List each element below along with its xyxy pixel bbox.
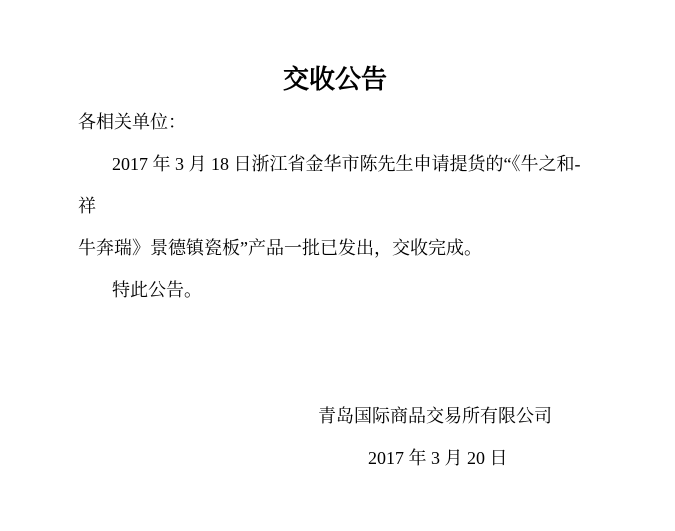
body-paragraph-line-2: 牛奔瑞》景德镇瓷板”产品一批已发出，交收完成。 (78, 238, 482, 258)
closing-statement: 特此公告。 (112, 280, 202, 300)
signature-company-name: 青岛国际商品交易所有限公司 (318, 406, 552, 426)
salutation: 各相关单位： (78, 112, 186, 132)
signature-date: 2017 年 3 月 20 日 (368, 448, 508, 468)
notice-title: 交收公告 (282, 65, 387, 94)
body-paragraph-line-1: 2017 年 3 月 18 日浙江省金华市陈先生申请提货的“《牛之和-祥 (78, 154, 581, 216)
blank-space (78, 311, 592, 395)
